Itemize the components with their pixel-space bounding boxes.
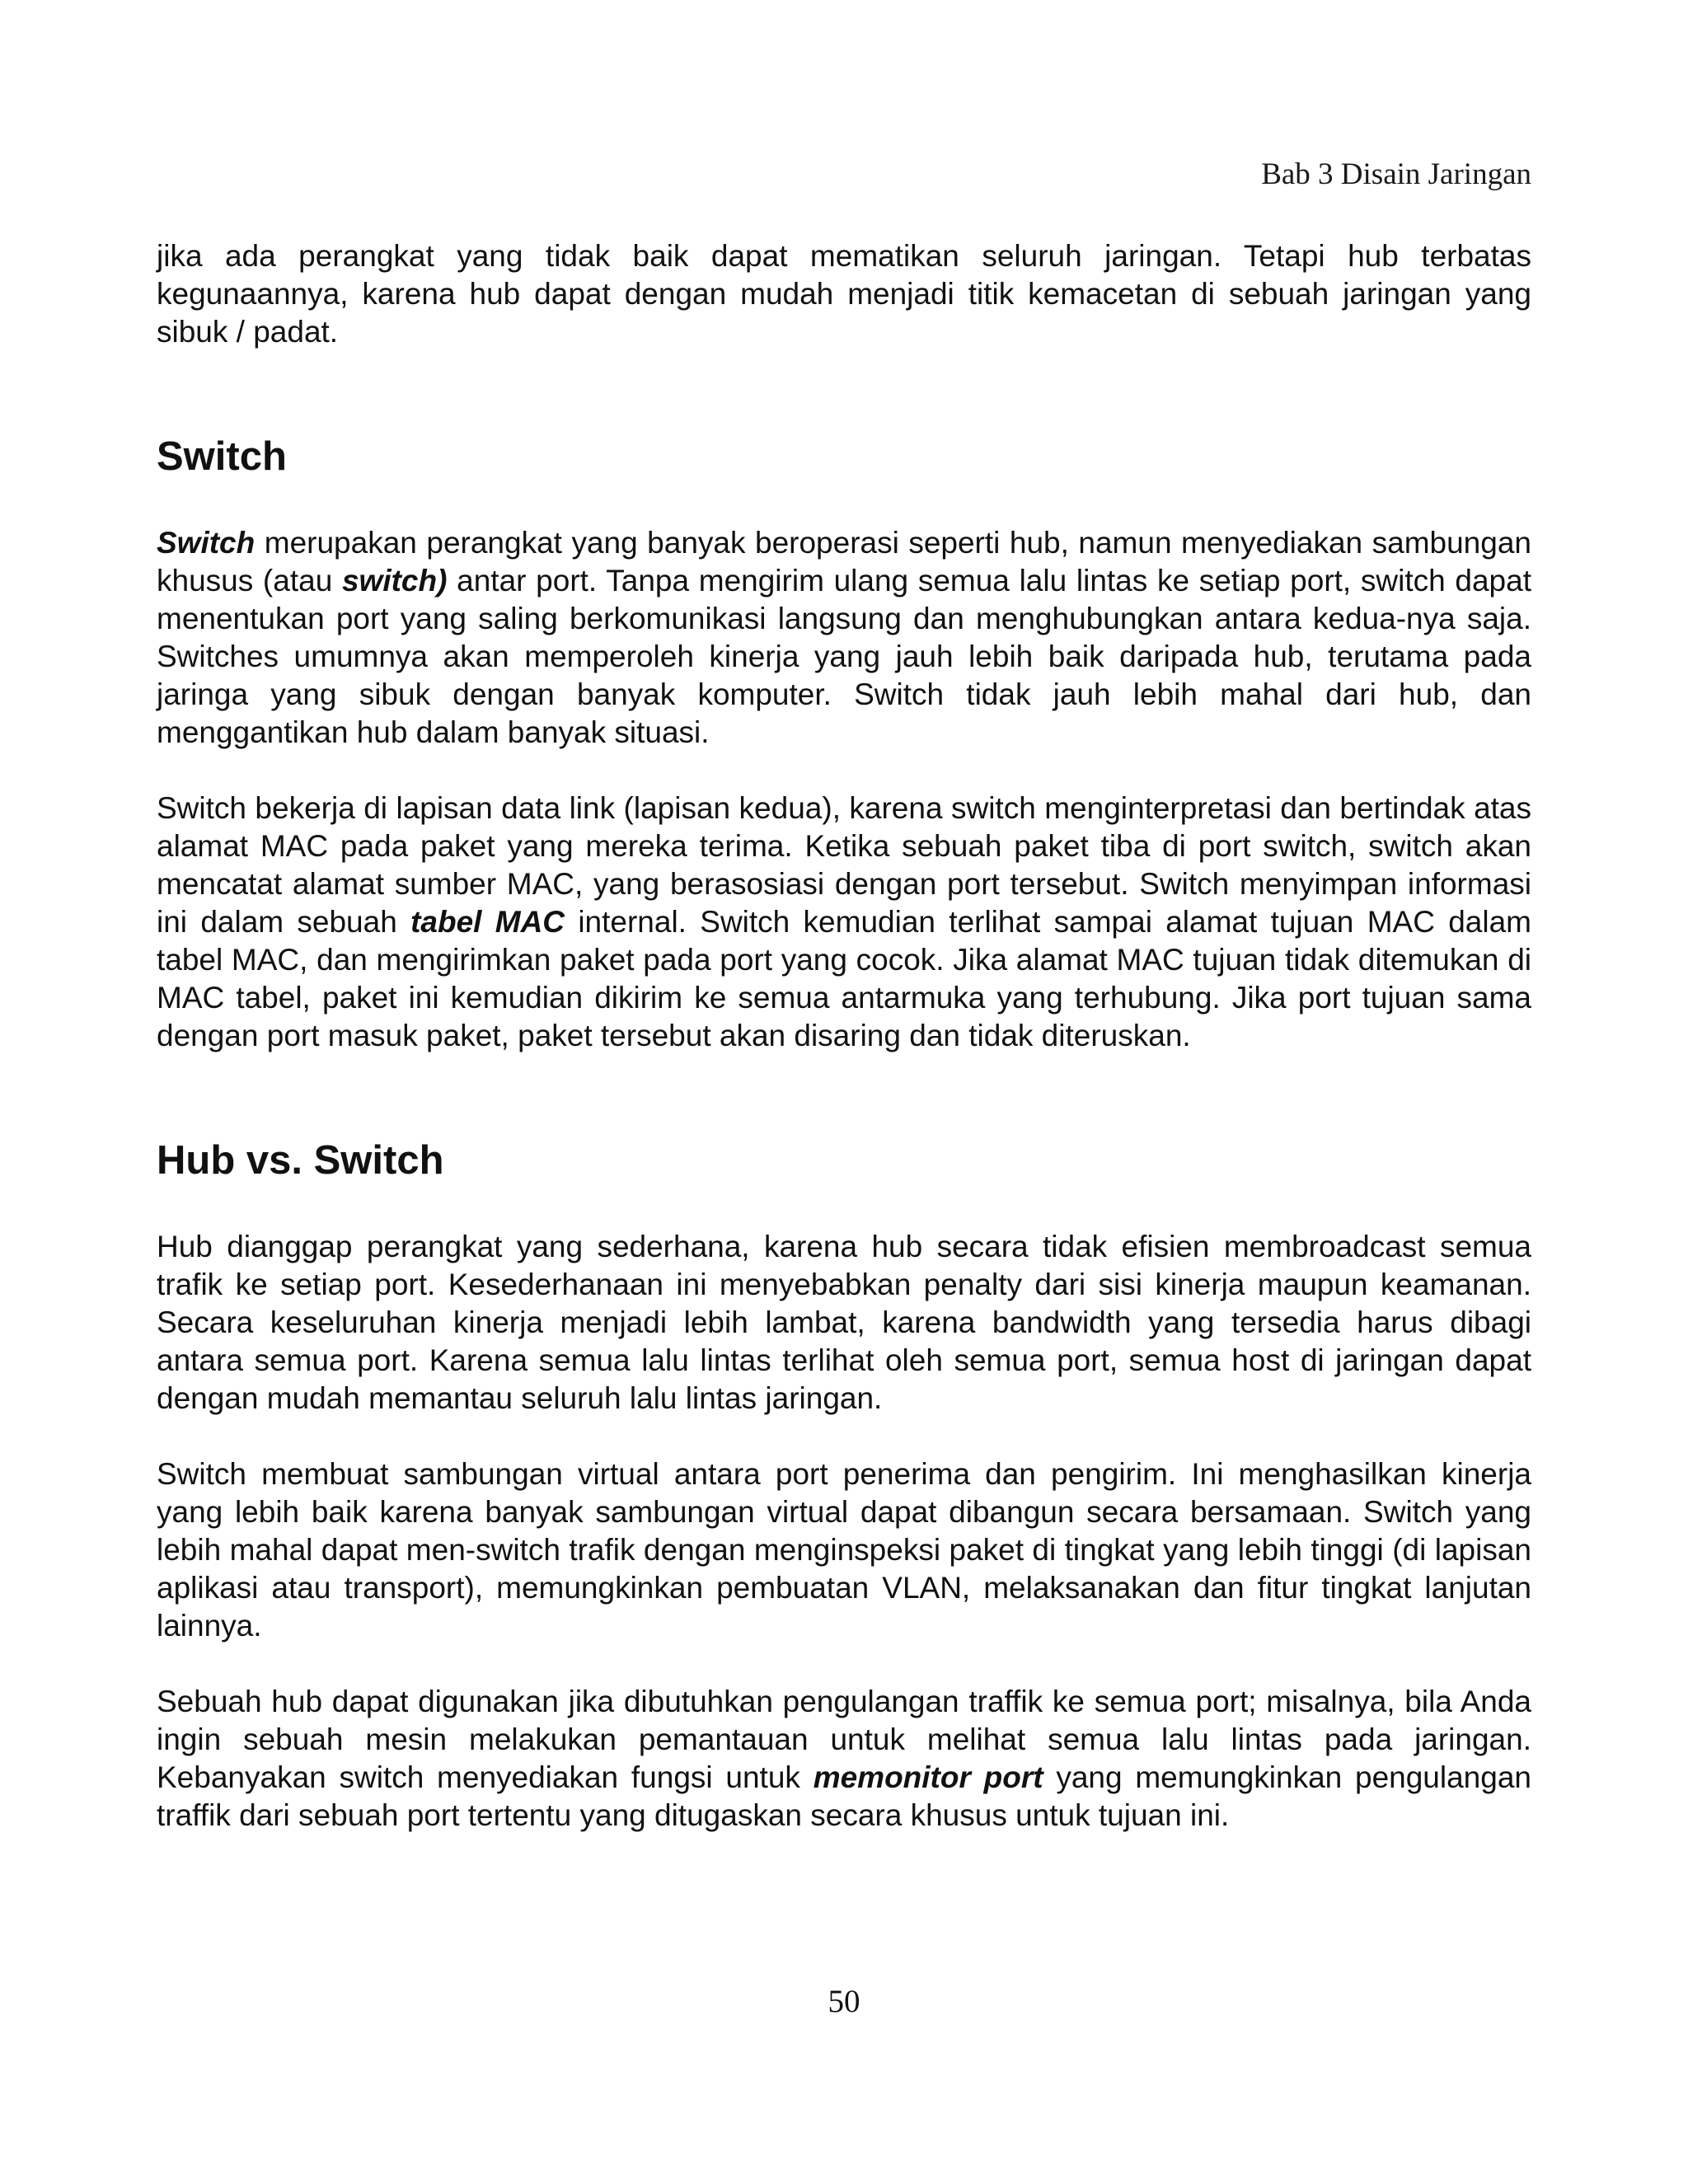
text-span: antar port. Tanpa mengirim ulang semua lalu lintas ke setiap port, switch dapat menentukan port yang saling berkomunikasi langsung dan menghubungkan antara kedua-nya saja. Switches umumnya akan memperoleh kinerja yang jauh lebih baik daripada hub, terutama pada jaringa yang sibuk dengan banyak komputer. Switch tidak jauh lebih mahal dari hub, dan menggantikan hub dalam banyak situasi. xyxy=(157,564,1531,749)
section-heading-hub-vs-switch: Hub vs. Switch xyxy=(157,1138,444,1183)
paragraph-switch-virtual: Switch membuat sambungan virtual antara port penerima dan pengirim. Ini menghasilkan kinerja yang lebih baik karena banyak sambungan virtual dapat dibangun secara bersamaan. Switch yang lebih mahal dapat men-switch trafik dengan menginspeksi paket di tingkat yang lebih tinggi (di lapisan aplikasi atau transport), memungkinkan pembuatan VLAN, melaksanakan dan fitur tingkat lanjutan lainnya. xyxy=(157,1457,1531,1643)
section-heading-switch: Switch xyxy=(157,434,287,479)
paragraph-hub-continuation: jika ada perangkat yang tidak baik dapat mematikan seluruh jaringan. Tetapi hub terbatas kegunaannya, karena hub dapat dengan mudah menjadi titik kemacetan di sebuah jaringan yang sibuk / padat. xyxy=(157,239,1531,349)
keyword-switch: Switch xyxy=(157,526,256,560)
page-number: 50 xyxy=(828,1984,860,2019)
paragraph-hub-simple: Hub dianggap perangkat yang sederhana, karena hub secara tidak efisien membroadcast semua trafik ke setiap port. Kesederhanaan ini menyebabkan penalty dari sisi kinerja maupun keamanan. Secara keseluruhan kinerja menjadi lebih lambat, karena bandwidth yang tersedia harus dibagi antara semua port. Karena semua lalu lintas terlihat oleh semua port, semua host di jaringan dapat dengan mudah memantau seluruh lalu lintas jaringan. xyxy=(157,1230,1531,1415)
document-page xyxy=(157,0,1531,2184)
text-span: yang memungkinkan pengulangan traffik dari sebuah port tertentu yang ditugaskan secara khusus untuk tujuan ini. xyxy=(157,1760,1531,1832)
text-span: internal. Switch kemudian terlihat sampai alamat tujuan MAC dalam tabel MAC, dan mengirimkan paket pada port yang cocok. Jika alamat MAC tujuan tidak ditemukan di MAC tabel, paket ini kemudian dikirim ke semua antarmuka yang terhubung. Jika port tujuan sama dengan port masuk paket, paket tersebut akan disaring dan tidak diteruskan. xyxy=(157,905,1531,1052)
text-span: merupakan perangkat yang banyak beroperasi seperti hub, namun menyediakan sambungan khusus (atau xyxy=(157,526,1531,598)
keyword-switch-paren: switch) xyxy=(341,564,448,598)
keyword-tabel-mac: tabel MAC xyxy=(410,905,565,939)
text-span: Sebuah hub dapat digunakan jika dibutuhkan pengulangan traffik ke semua port; misalnya, bila Anda ingin sebuah mesin melakukan pemantauan untuk melihat semua lalu lintas pada jaringan. Kebanyakan switch menyediakan fungsi untuk xyxy=(157,1685,1531,1794)
paragraph-switch-layer xyxy=(157,790,1531,1055)
keyword-memonitor-port: memonitor port xyxy=(813,1760,1043,1794)
paragraph-hub-usage xyxy=(157,1683,1531,1835)
running-header: Bab 3 Disain Jaringan xyxy=(1261,157,1531,191)
paragraph-switch-intro xyxy=(157,524,1531,752)
text-span: Switch bekerja di lapisan data link (lapisan kedua), karena switch menginterpretasi dan bertindak atas alamat MAC pada paket yang mereka terima. Ketika sebuah paket tiba di port switch, switch akan mencatat alamat sumber MAC, yang berasosiasi dengan port tersebut. Switch menyimpan informasi ini dalam sebuah xyxy=(157,791,1531,939)
body-text xyxy=(157,237,1531,1872)
